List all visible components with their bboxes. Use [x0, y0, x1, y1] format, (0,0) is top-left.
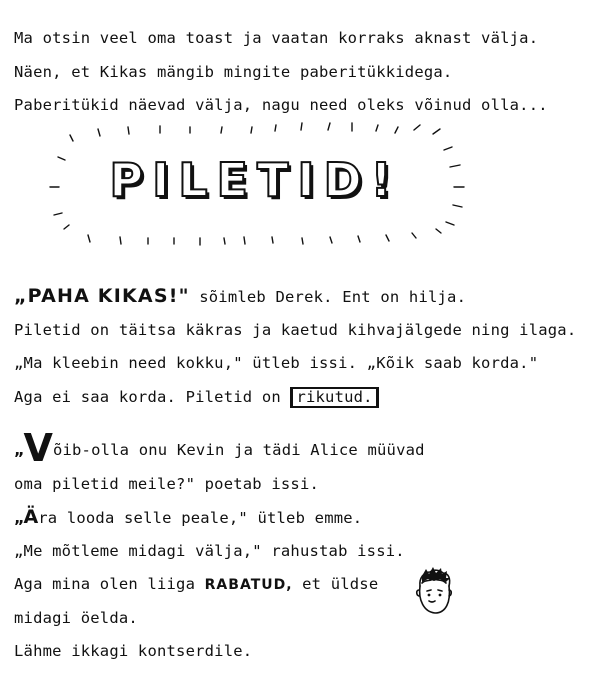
drop-cap-a: Ä: [23, 506, 39, 528]
text-line-8-start: Aga ei saa korda. Piletid on: [14, 388, 281, 406]
text-line-13-start: Aga mina olen liiga: [14, 575, 196, 593]
text-line-14: midagi öelda.: [14, 609, 138, 627]
text-line-9: [14, 426, 425, 470]
tickets-burst: [40, 115, 470, 260]
text-line-7: „Ma kleebin need kokku," ütleb issi. „Kõik saab korda.": [14, 354, 539, 372]
text-line-5-rest: sõimleb Derek. Ent on hilja.: [199, 288, 467, 306]
text-line-11: [14, 507, 362, 528]
tickets-title: PILETID!: [109, 153, 401, 207]
shout-text: „PAHA KIKAS!": [14, 285, 190, 307]
opening-quote: „: [14, 440, 24, 459]
text-line-13-end: et üldse: [302, 575, 379, 593]
text-line-9-rest: õib-olla onu Kevin ja tädi Alice müüvad: [52, 441, 425, 459]
caps-word: RABATUD,: [204, 577, 293, 593]
text-line-13: [14, 574, 378, 595]
text-line-11-rest: ra looda selle peale," ütleb emme.: [38, 509, 363, 527]
text-line-2: Näen, et Kikas mängib mingite paberitükkidega.: [14, 63, 453, 81]
drop-cap-v: V: [23, 426, 53, 470]
boxed-word: rikutud.: [290, 387, 378, 408]
text-line-12: „Me mõtleme midagi välja," rahustab issi.: [14, 542, 405, 560]
text-line-8: [14, 387, 379, 408]
text-line-15: Lähme ikkagi kontserdile.: [14, 642, 253, 660]
text-line-5: [14, 286, 466, 307]
worried-face-icon: [410, 566, 458, 618]
text-line-3: Paberitükid näevad välja, nagu need oleks võinud olla...: [14, 96, 548, 114]
text-line-1: Ma otsin veel oma toast ja vaatan korraks aknast välja.: [14, 29, 539, 47]
text-line-6: Piletid on täitsa käkras ja kaetud kihvajälgede ning ilaga.: [14, 321, 577, 339]
opening-quote-2: „: [14, 508, 24, 527]
text-line-10: oma piletid meile?" poetab issi.: [14, 475, 320, 493]
